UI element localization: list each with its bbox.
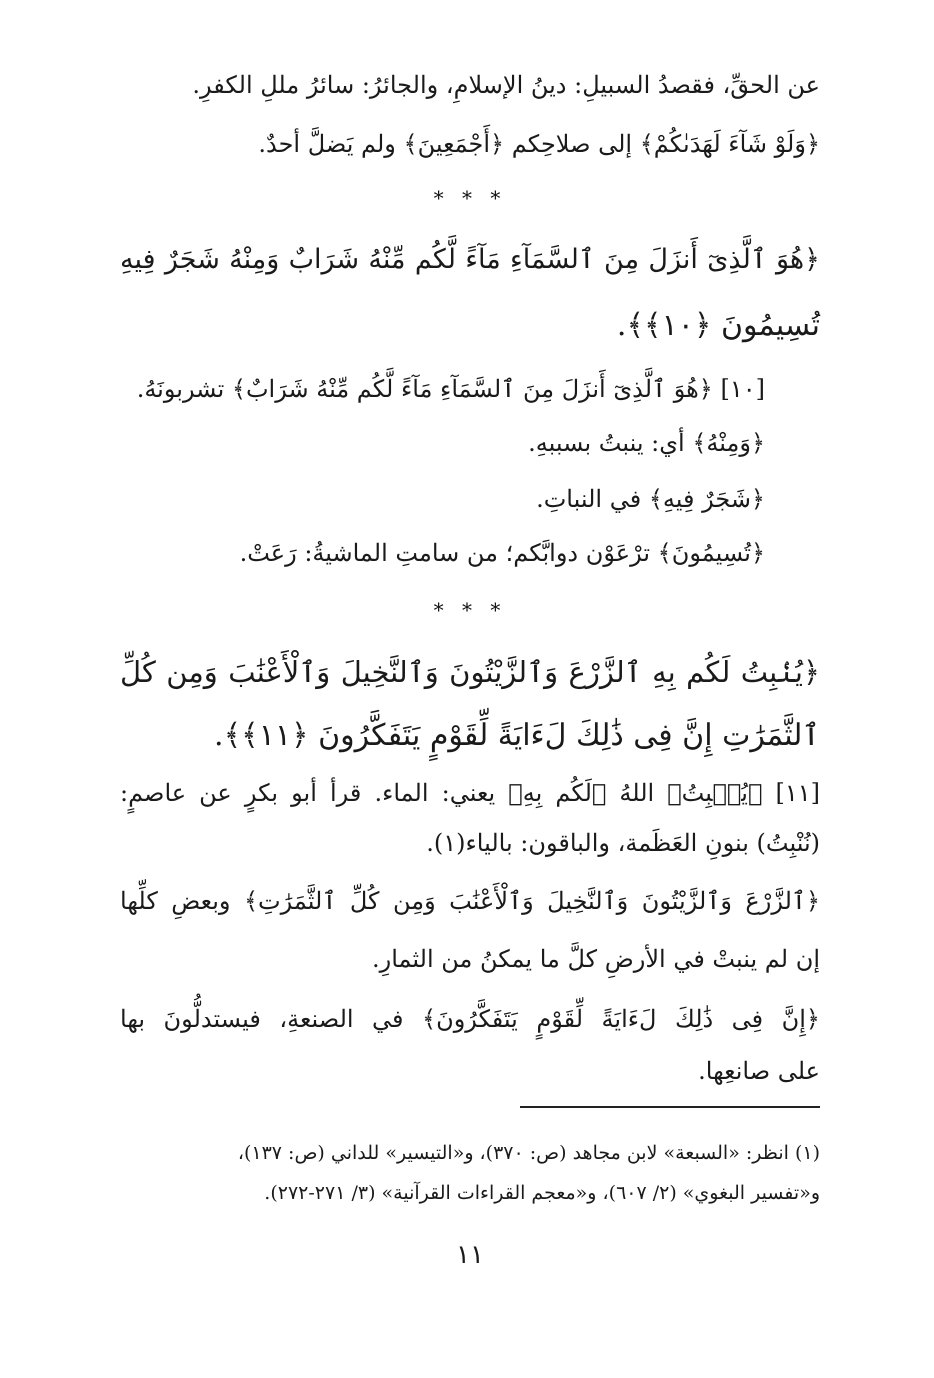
verse-10-line-1: ﴿هُوَ ٱلَّذِىٓ أَنزَلَ مِنَ ٱلسَّمَآءِ مَآءً لَّكُم مِّنْهُ شَرَابٌ وَمِنْهُ شَجَرٌ فِيهِ <box>120 244 820 275</box>
footnote-rule <box>520 1106 820 1108</box>
verse-11-line-1: ﴿يُنۢبِتُ لَكُم بِهِ ٱلزَّرْعَ وَٱلزَّيْتُونَ وَٱلنَّخِيلَ وَٱلْأَعْنَٰبَ وَمِن كُلِّ <box>120 655 820 689</box>
commentary-10-line-4: ﴿تُسِيمُونَ﴾ ترْعَوْن دوابَّكم؛ من سامتِ الماشيةُ: رَعَتْ. <box>239 539 765 567</box>
verse-10-line-2: تُسِيمُونَ ﴿١٠﴾﴾. <box>616 308 820 343</box>
text-line-1: عن الحقِّ، فقصدُ السبيلِ: دينُ الإسلامِ، والجائرُ: سائرُ مللِ الكفرِ. <box>192 71 820 99</box>
text-line-2: ﴿وَلَوْ شَآءَ لَهَدَىٰكُمْ﴾ إلى صلاحِكم ﴿أَجْمَعِينَ﴾ ولم يَضلَّ أحدٌ. <box>258 130 820 158</box>
commentary-11-line-3: ﴿ٱلزَّرْعَ وَٱلزَّيْتُونَ وَٱلنَّخِيلَ وَٱلْأَعْنَٰبَ وَمِن كُلِّ ٱلثَّمَرَٰتِ﴾ وبعضِ كلِّها <box>120 887 820 915</box>
commentary-10-line-1: [١٠] ﴿هُوَ ٱلَّذِىٓ أَنزَلَ مِنَ ٱلسَّمَآءِ مَآءً لَّكُم مِّنْهُ شَرَابٌ﴾ تشربونَهُ. <box>136 375 765 403</box>
section-separator-1: * * * <box>433 186 507 210</box>
commentary-10-line-2: ﴿وَمِنْهُ﴾ أي: ينبتُ بسببهِ. <box>528 429 765 457</box>
verse-11-line-2: ٱلثَّمَرَٰتِ إِنَّ فِى ذَٰلِكَ لَءَايَةً لِّقَوْمٍ يَتَفَكَّرُونَ ﴿١١﴾﴾. <box>214 718 820 753</box>
footnote-line-2: و«تفسير البغوي» (٢/ ٦٠٧)، و«معجم القراءات القرآنية» (٣/ ٢٧١-٢٧٢). <box>264 1182 820 1204</box>
commentary-11-line-2: (نُنْبِتُ) بنونِ العَظَمة، والباقون: بالياء(١). <box>426 829 820 857</box>
commentary-11-line-1: [١١] ﴿يُنۢبِتُ﴾ اللهُ ﴿لَكُم بِهِ﴾ يعني: الماء. قرأ أبو بكرٍ عن عاصمٍ: <box>120 779 820 807</box>
section-separator-2: * * * <box>433 598 507 622</box>
commentary-11-line-5: ﴿إِنَّ فِى ذَٰلِكَ لَءَايَةً لِّقَوْمٍ يَتَفَكَّرُونَ﴾ في الصنعةِ، فيستدلُّونَ بها <box>120 1005 820 1033</box>
footnote-line-1: (١) انظر: «السبعة» لابن مجاهد (ص: ٣٧٠)، و«التيسير» للداني (ص: ١٣٧)، <box>237 1142 820 1164</box>
page-number: ١١ <box>456 1240 484 1270</box>
page <box>120 0 820 1378</box>
commentary-10-line-3: ﴿شَجَرٌ فِيهِ﴾ في النباتِ. <box>536 485 765 513</box>
commentary-11-line-4: إن لم ينبتْ في الأرضِ كلَّ ما يمكنُ من الثمارِ. <box>371 945 820 973</box>
commentary-11-line-6: على صانعِها. <box>698 1057 820 1085</box>
